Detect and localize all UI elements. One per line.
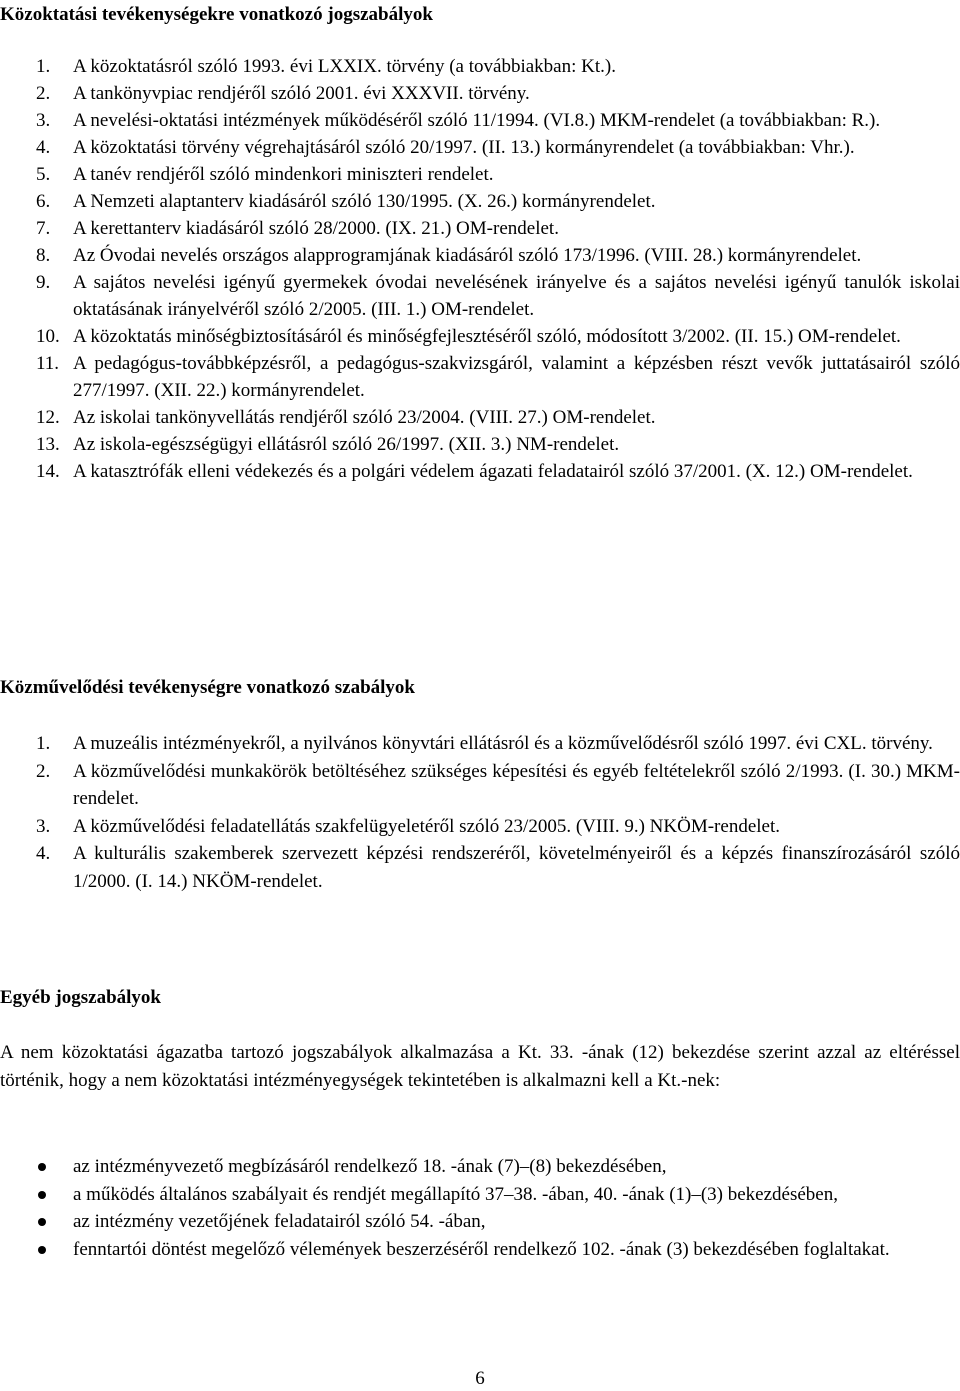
list-item <box>0 80 960 107</box>
item-number: 2. <box>36 760 51 782</box>
item-text: A tanév rendjéről szóló mindenkori miniszteri rendelet. <box>73 164 494 185</box>
list-item <box>0 161 960 188</box>
item-text: A közművelődési munkakörök betöltéséhez szükséges képesítési és egyéb feltételekről szóló 2/1993. (I. 30.) MKM-rendelet. <box>73 760 960 809</box>
bullet-text: a működés általános szabályait és rendjét megállapító 37–38. -ában, 40. -ának (1)–(3) bekezdésében, <box>73 1183 838 1205</box>
list-item <box>0 53 960 80</box>
page-number: 6 <box>475 1368 485 1389</box>
item-text: Az Óvodai nevelés országos alapprogramjának kiadásáról szóló 173/1996. (VIII. 28.) kormányrendelet. <box>73 245 862 266</box>
item-number: 4. <box>36 137 51 158</box>
bullet-text: az intézmény vezetőjének feladatairól szóló 54. -ában, <box>73 1211 486 1232</box>
item-text: Az iskolai tankönyvellátás rendjéről szóló 23/2004. (VIII. 27.) OM-rendelet. <box>73 407 656 428</box>
item-text: A kerettanterv kiadásáról szóló 28/2000. (IX. 21.) OM-rendelet. <box>73 218 559 239</box>
item-text: A sajátos nevelési igényű gyermekek óvodai nevelésének irányelve és a sajátos nevelési igényű tanulók iskolai oktatásának irányelvéről szóló 2/2005. (III. 1.) OM-rendelet. <box>73 272 960 320</box>
culture-rule-list <box>0 730 960 895</box>
section-title-education: Közoktatási tevékenységekre vonatkozó jogszabályok <box>0 4 433 25</box>
list-item <box>0 350 960 404</box>
item-number: 2. <box>36 83 51 104</box>
item-text: A közoktatási törvény végrehajtásáról szóló 20/1997. (II. 13.) kormányrendelet (a továbbiakban: Vhr.). <box>73 137 855 158</box>
item-text: Az iskola-egészségügyi ellátásról szóló 26/1997. (XII. 3.) NM-rendelet. <box>73 434 620 455</box>
bullet-icon <box>38 1191 46 1199</box>
list-item <box>0 404 960 431</box>
item-text: A tankönyvpiac rendjéről szóló 2001. évi XXXVII. törvény. <box>73 83 530 104</box>
item-number: 3. <box>36 815 51 837</box>
item-text: A nevelési-oktatási intézmények működéséről szóló 11/1994. (VI.8.) MKM-rendelet (a továbbiakban: R.). <box>73 110 881 131</box>
list-item <box>0 730 960 758</box>
education-law-list <box>0 53 960 485</box>
item-number: 1. <box>36 733 51 754</box>
list-item <box>0 813 960 841</box>
list-item <box>0 458 960 485</box>
item-number: 13. <box>36 434 60 455</box>
bullet-text: az intézményvezető megbízásáról rendelkező 18. -ának (7)–(8) bekezdésében, <box>73 1156 667 1177</box>
section-title-other: Egyéb jogszabályok <box>0 987 161 1008</box>
item-text: A kulturális szakemberek szervezett képzési rendszeréről, követelményeiről és a képzés finanszírozásáról szóló 1/2000. (I. 14.) NKÖM-rendelet. <box>73 843 960 892</box>
list-item <box>0 215 960 242</box>
other-rules-paragraph: A nem közoktatási ágazatba tartozó jogszabályok alkalmazása a Kt. 33. -ának (12) bekezdése szerint azzal az eltéréssel történik, hogy a nem közoktatási intézményegységek tekintetében is alkalmazni kell a Kt.-nek: <box>0 1042 960 1091</box>
bullet-icon <box>38 1218 46 1226</box>
item-number: 6. <box>36 191 51 212</box>
item-text: A katasztrófák elleni védekezés és a polgári védelem ágazati feladatairól szóló 37/2001. (X. 12.) OM-rendelet. <box>73 461 913 482</box>
item-number: 12. <box>36 407 60 428</box>
list-item <box>0 188 960 215</box>
list-item <box>0 134 960 161</box>
bullet-item <box>0 1153 960 1181</box>
item-number: 1. <box>36 56 51 77</box>
bullet-item <box>0 1236 960 1264</box>
bullet-item <box>0 1181 960 1209</box>
section-title-culture: Közművelődési tevékenységre vonatkozó szabályok <box>0 677 415 698</box>
list-item <box>0 758 960 813</box>
item-text: A közoktatás minőségbiztosításáról és minőségfejlesztéséről szóló, módosított 3/2002. (II. 15.) OM-rendelet. <box>73 326 901 347</box>
item-number: 9. <box>36 272 51 293</box>
bullet-text: fenntartói döntést megelőző vélemények beszerzéséről rendelkező 102. -ának (3) bekezdésében foglaltakat. <box>73 1238 890 1260</box>
item-number: 10. <box>36 326 60 347</box>
item-number: 5. <box>36 164 51 185</box>
item-number: 3. <box>36 110 51 131</box>
list-item <box>0 840 960 895</box>
item-text: A közművelődési feladatellátás szakfelügyeletéről szóló 23/2005. (VIII. 9.) NKÖM-rendelet. <box>73 815 780 837</box>
item-number: 7. <box>36 218 51 239</box>
list-item <box>0 269 960 323</box>
list-item <box>0 107 960 134</box>
list-item <box>0 242 960 269</box>
item-text: A muzeális intézményekről, a nyilvános könyvtári ellátásról és a közművelődésről szóló 1997. évi CXL. törvény. <box>73 733 933 754</box>
bullet-icon <box>38 1163 46 1171</box>
list-item <box>0 323 960 350</box>
item-number: 8. <box>36 245 51 266</box>
bullet-icon <box>38 1246 46 1254</box>
item-number: 11. <box>36 353 60 374</box>
bullet-list <box>0 1153 960 1263</box>
list-item <box>0 431 960 458</box>
item-number: 14. <box>36 461 60 482</box>
bullet-item <box>0 1208 960 1236</box>
item-number: 4. <box>36 843 51 864</box>
item-text: A pedagógus-továbbképzésről, a pedagógus-szakvizsgáról, valamint a képzésben részt vevők juttatásairól szóló 277/1997. (XII. 22.) kormányrendelet. <box>73 353 960 401</box>
item-text: A közoktatásról szóló 1993. évi LXXIX. törvény (a továbbiakban: Kt.). <box>73 56 616 77</box>
item-text: A Nemzeti alaptanterv kiadásáról szóló 130/1995. (X. 26.) kormányrendelet. <box>73 191 656 212</box>
